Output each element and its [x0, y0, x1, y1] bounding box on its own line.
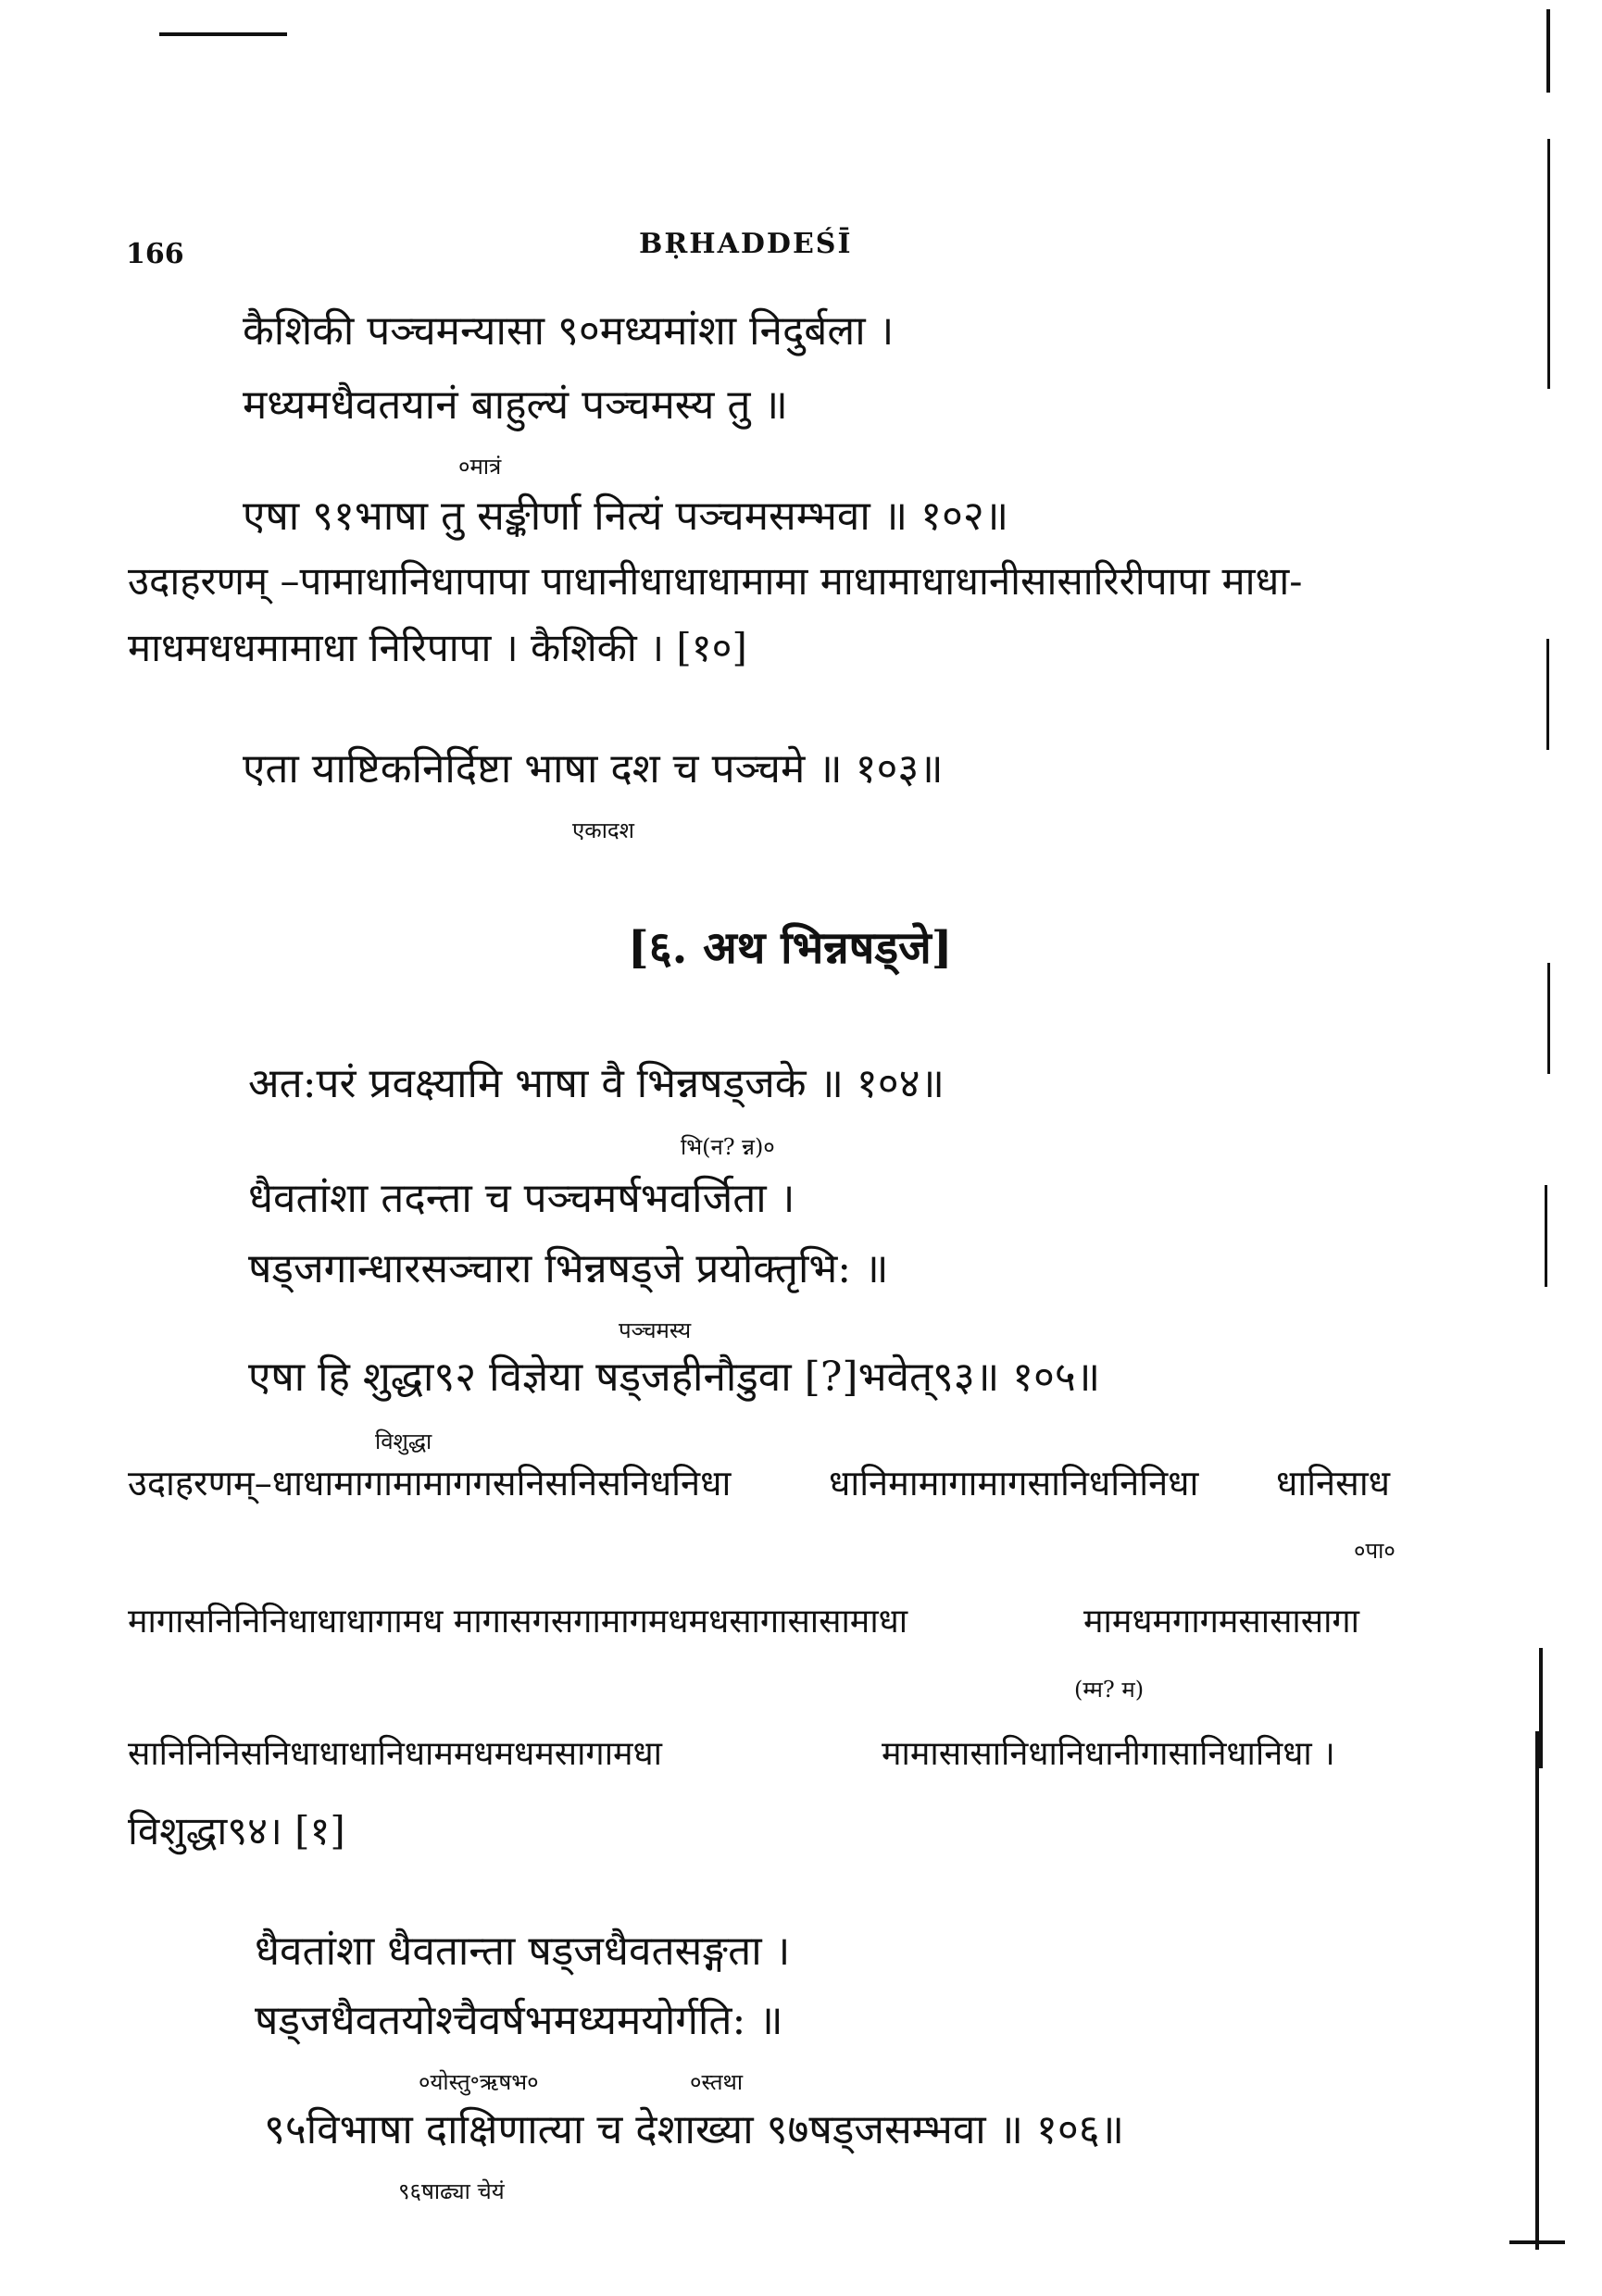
example-line: माधमधधमामाधा निरिपापा । कैशिकी । [१०]	[128, 625, 747, 670]
example-line: धानिसाध	[1276, 1463, 1391, 1504]
page-edge-mark	[1535, 1731, 1539, 2250]
page-edge-mark	[1539, 1648, 1543, 1768]
verse-line: एषा ९१भाषा तु सङ्कीर्णा नित्यं पञ्चमसम्भवा ॥ १०२॥	[243, 493, 1009, 540]
footnote-variant: विशुद्धा	[375, 1429, 432, 1454]
example-line: उदाहरणम् –पामाधानिधापापा पाधानीधाधाधामामा माधामाधाधानीसासारिरीपापा माधा-	[128, 558, 1303, 604]
verse-line: षड्जगान्धारसञ्चारा भिन्नषड्जे प्रयोक्तृभि: ॥	[248, 1245, 889, 1292]
example-line: उदाहरणम्–धाधामागामामागगसनिसनिसनिधनिधा	[128, 1463, 732, 1504]
example-line: मामधमगागमसासासागा	[1083, 1603, 1360, 1641]
footnote-variant: भि(न? न्न)०	[681, 1134, 775, 1160]
verse-line: कैशिकी पञ्चमन्यासा ९०मध्यमांशा निदुर्बला ।	[243, 307, 895, 355]
page-edge-mark	[1509, 2240, 1565, 2244]
footnote-variant: ०योस्तु॰ऋषभ०	[419, 2069, 539, 2095]
footnote-variant: ०स्तथा	[690, 2069, 744, 2095]
verse-line: अत:परं प्रवक्ष्यामि भाषा वै भिन्नषड्जके ॥ १०४॥	[248, 1060, 945, 1107]
footnote-variant: पञ्चमस्य	[619, 1317, 692, 1343]
footnote-variant: एकादश	[572, 817, 634, 843]
footnote-variant: ९६षाढ्या चेयं	[398, 2178, 505, 2204]
page-edge-mark	[1545, 1185, 1547, 1287]
running-title: BṚHADDEŚĪ	[639, 228, 853, 260]
verse-line: मध्यमधैवतयानं बाहुल्यं पञ्चमस्य तु ॥	[243, 381, 788, 429]
example-line: विशुद्धा९४। [१]	[128, 1808, 345, 1853]
example-line: धानिमामागामागसानिधनिनिधा	[829, 1463, 1199, 1504]
verse-line: षड्जधैवतयोश्चैवर्षभमध्यमयोर्गति: ॥	[255, 1997, 783, 2044]
verse-line: धैवतांशा धैवतान्ता षड्जधैवतसङ्गता ।	[255, 1928, 791, 1975]
verse-line: ९५विभाषा दाक्षिणात्या च देशाख्या ९७षड्जसम्भवा ॥ १०६॥	[264, 2106, 1125, 2153]
page-edge-mark	[1546, 9, 1550, 93]
footnote-variant: (म्म? म)	[1074, 1677, 1145, 1703]
footnote-variant: ०मात्रं	[458, 454, 502, 480]
top-rule	[159, 32, 287, 36]
example-line: सानिनिनिसनिधाधाधानिधाममधमधमसागामधा	[128, 1735, 663, 1773]
example-line: मामासासानिधानिधानीगासानिधानिधा ।	[882, 1735, 1335, 1773]
section-heading: [६. अथ भिन्नषड्जे]	[628, 922, 953, 974]
example-line: मागासनिनिनिधाधाधागामध मागासगसगामागमधमधसागासासामाधा	[128, 1603, 908, 1641]
verse-line: एता याष्टिकनिर्दिष्टा भाषा दश च पञ्चमे ॥ १०३॥	[243, 745, 944, 792]
page-number: 166	[126, 238, 184, 270]
page-edge-mark	[1547, 963, 1550, 1074]
verse-line: धैवतांशा तदन्ता च पञ्चमर्षभवर्जिता ।	[248, 1175, 795, 1222]
page-edge-mark	[1546, 639, 1549, 750]
page-edge-mark	[1547, 139, 1550, 389]
verse-line: एषा हि शुद्धा९२ विज्ञेया षड्जहीनौडुवा [?]भवेत्९३॥ १०५॥	[248, 1354, 1101, 1401]
footnote-variant: ०पा०	[1354, 1538, 1395, 1564]
